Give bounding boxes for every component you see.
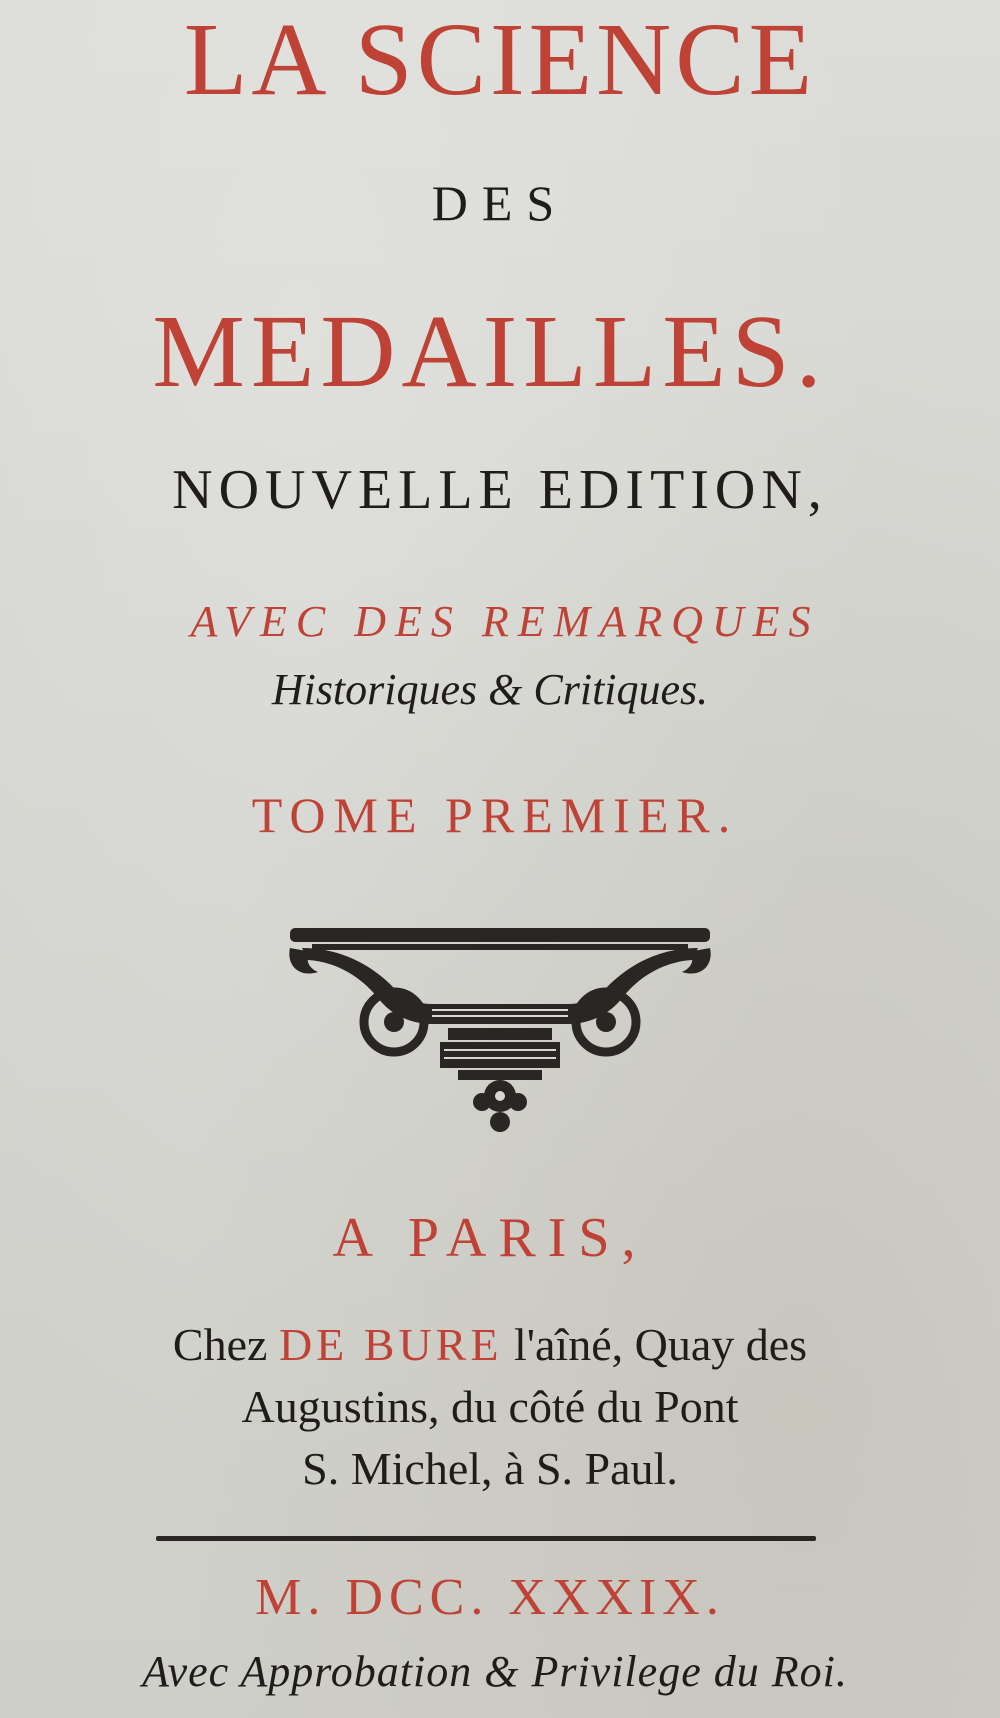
remarks-line-2: Historiques & Critiques. bbox=[271, 665, 709, 714]
acanthus-bracket-ornament-icon bbox=[282, 926, 718, 1136]
horizontal-rule bbox=[156, 1536, 816, 1541]
imprint-address-rest: l'aîné, Quay des bbox=[513, 1319, 808, 1370]
imprint-address-line-3: S. Michel, à S. Paul. bbox=[302, 1443, 678, 1494]
imprint-date-line: M. DCC. XXXIX. bbox=[255, 1569, 725, 1626]
imprint-chez: Chez bbox=[172, 1319, 268, 1370]
privilege-line: Avec Approbation & Privilege du Roi. bbox=[142, 1647, 848, 1696]
imprint-city-line: A PARIS, bbox=[332, 1207, 648, 1269]
imprint-printer-name: DE BURE bbox=[278, 1319, 503, 1370]
title-line-medailles: MEDAILLES. bbox=[152, 294, 828, 409]
volume-line: TOME PREMIER. bbox=[251, 787, 739, 843]
edition-line: NOUVELLE EDITION, bbox=[172, 459, 828, 521]
title-line-des: DES bbox=[431, 175, 569, 231]
title-line-la-science: LA SCIENCE bbox=[183, 2, 817, 117]
imprint-address-line-1 bbox=[0, 1319, 990, 1370]
imprint-address-line-2: Augustins, du côté du Pont bbox=[241, 1381, 739, 1432]
remarks-line-1: AVEC DES REMARQUES bbox=[190, 597, 820, 646]
